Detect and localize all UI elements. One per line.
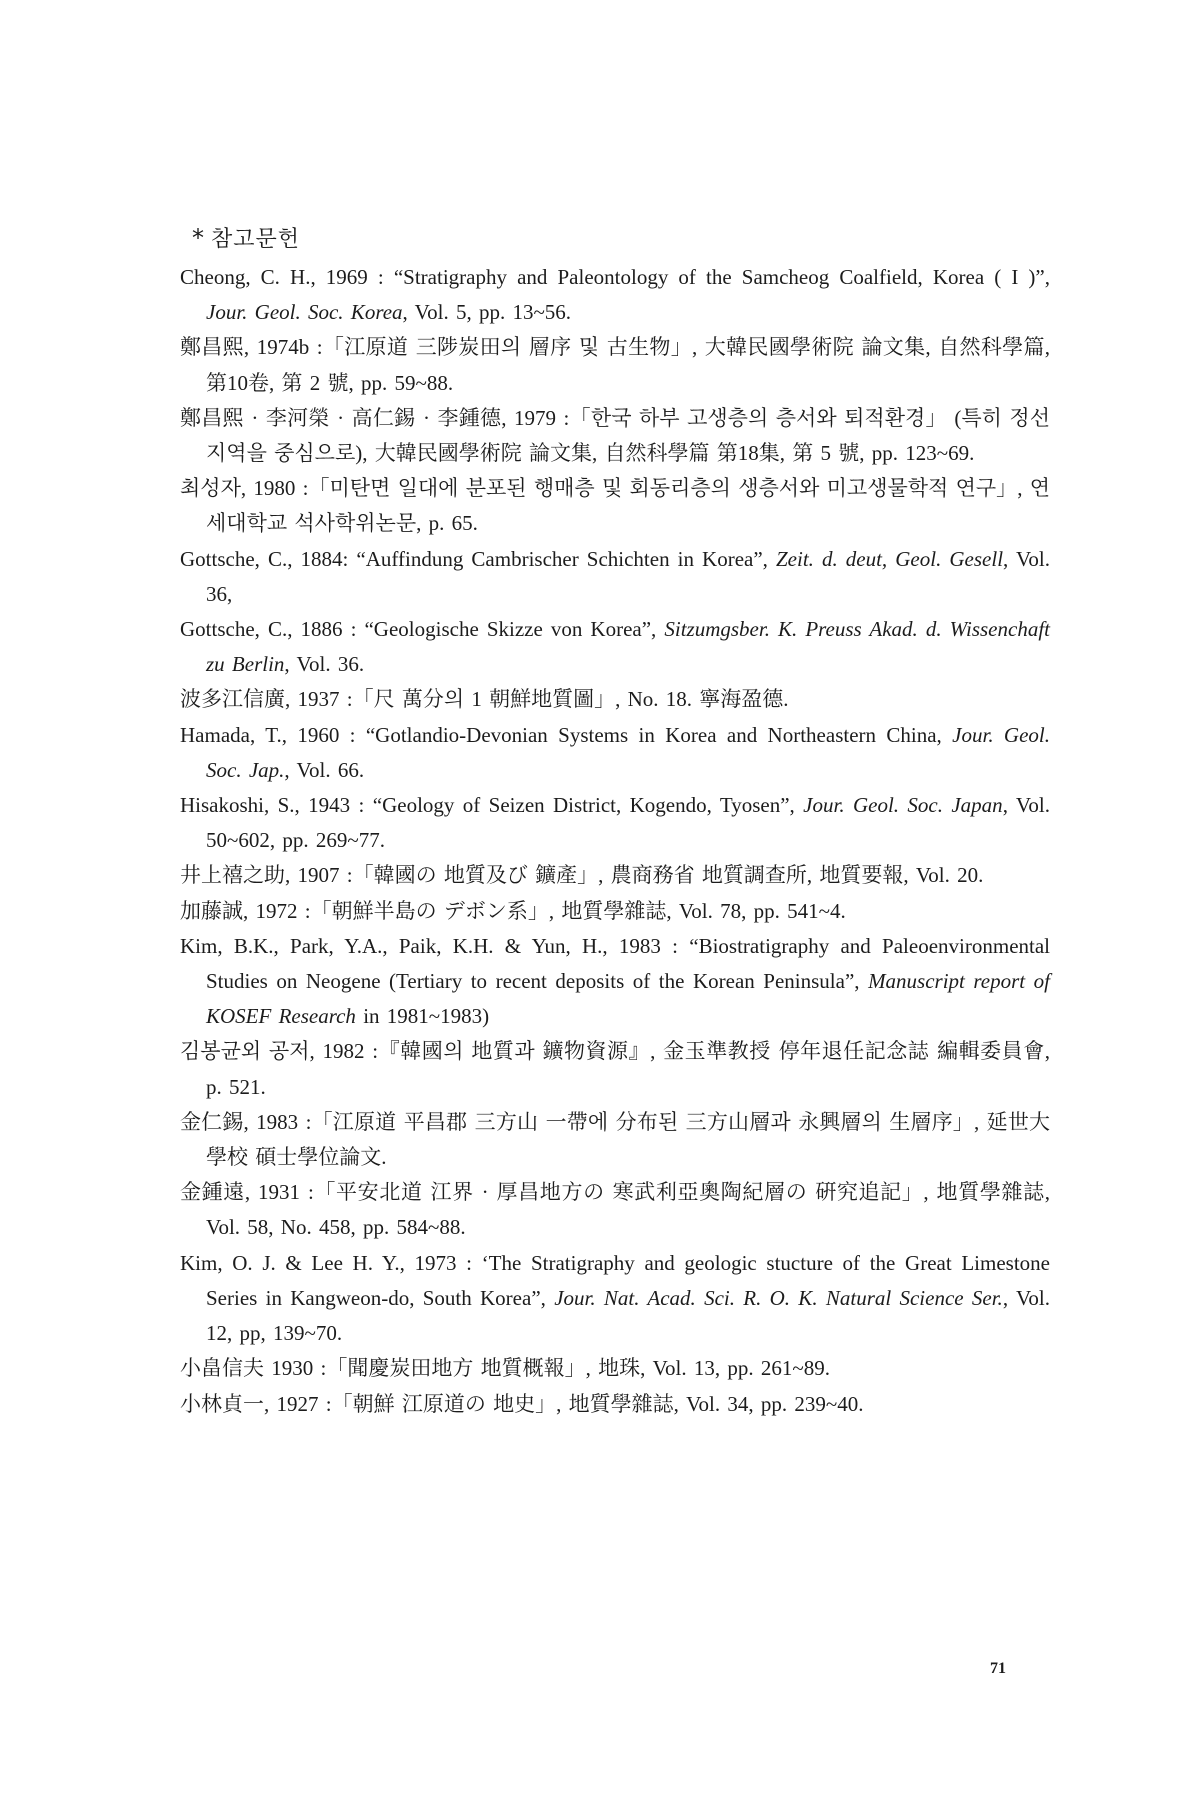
reference-text: 鄭昌熙, 1974b :「江原道 三陟炭田의 層序 및 古生物」, 大韓民國學術院 論文集, 自然科學篇, 第10卷, 第 2 號, pp. 59~88. bbox=[180, 335, 1050, 395]
references-section bbox=[180, 222, 1050, 1422]
reference-entry bbox=[180, 682, 1050, 717]
section-title: 참고문헌 bbox=[211, 227, 301, 252]
reference-text: Hisakoshi, S., 1943 : “Geology of Seizen District, Kogendo, Tyosen”, bbox=[180, 793, 804, 818]
reference-text: 小畠信夫 1930 :「聞慶炭田地方 地質概報」, 地珠, Vol. 13, pp. 261~89. bbox=[180, 1356, 830, 1381]
reference-entry bbox=[180, 1387, 1050, 1422]
reference-text: , Vol. 36. bbox=[284, 652, 365, 677]
reference-list bbox=[180, 260, 1050, 1422]
reference-text: , Vol. 5, pp. 13~56. bbox=[402, 300, 572, 325]
reference-entry bbox=[180, 542, 1050, 612]
reference-text: Cheong, C. H., 1969 : “Stratigraphy and Paleontology of the Samcheog Coalfield, Korea ( I )”, bbox=[180, 265, 1050, 289]
reference-entry bbox=[180, 718, 1050, 788]
reference-journal-title: Manuscript report of KOSEF Research bbox=[206, 969, 1050, 1029]
reference-text: 井上禧之助, 1907 :「韓國の 地質及び 鑛產」, 農商務省 地質調查所, 地質要報, Vol. 20. bbox=[180, 863, 984, 888]
reference-entry bbox=[180, 858, 1050, 893]
reference-text: 김봉균외 공저, 1982 :『韓國의 地質과 鑛物資源』, 金玉準教授 停年退任記念誌 編輯委員會, p. 521. bbox=[180, 1039, 1050, 1099]
reference-entry bbox=[180, 894, 1050, 929]
reference-text: in 1981~1983) bbox=[355, 1004, 490, 1029]
section-heading bbox=[192, 222, 1050, 256]
reference-text: , Vol. 12, pp, 139~70. bbox=[206, 1285, 1051, 1346]
reference-text: 波多江信廣, 1937 :「尺 萬分의 1 朝鮮地質圖」, No. 18. 寧海盈德. bbox=[180, 687, 789, 712]
reference-text: , Vol. 66. bbox=[284, 757, 365, 782]
reference-journal-title: Sitzumgsber. K. Preuss Akad. d. Wissenchaft zu Berlin bbox=[206, 617, 1050, 677]
page-number: 71 bbox=[990, 1660, 1006, 1677]
reference-text: Hamada, T., 1960 : “Gotlandio-Devonian Systems in Korea and Northeastern China, bbox=[180, 722, 953, 747]
reference-journal-title: Jour. Nat. Acad. Sci. R. O. K. Natural Science Ser. bbox=[554, 1285, 1003, 1310]
reference-text: 加藤誠, 1972 :「朝鮮半島の デボン系」, 地質學雜誌, Vol. 78, pp. 541~4. bbox=[180, 898, 846, 923]
reference-text: 金鍾遠, 1931 :「平安北道 江界 · 厚昌地方の 寒武利亞奧陶紀層の 硏究追記」, 地質學雜誌, Vol. 58, No. 458, pp. 584~88. bbox=[180, 1180, 1050, 1240]
reference-journal-title: Zeit. d. deut, Geol. Gesell bbox=[775, 546, 1004, 571]
reference-text: 金仁錫, 1983 :「江原道 平昌郡 三方山 一帶에 分布된 三方山層과 永興層의 生層序」, 延世大學校 碩士學位論文. bbox=[180, 1109, 1050, 1170]
reference-entry bbox=[180, 330, 1050, 400]
reference-entry bbox=[180, 612, 1050, 682]
reference-entry bbox=[180, 1175, 1050, 1245]
asterisk-symbol: * bbox=[192, 224, 205, 252]
reference-entry bbox=[180, 1034, 1050, 1104]
reference-journal-title: Jour. Geol. Soc. Korea bbox=[206, 300, 403, 325]
reference-entry bbox=[180, 260, 1050, 330]
reference-text: 최성자, 1980 :「미탄면 일대에 분포된 행매층 및 회동리층의 생층서와 미고생물학적 연구」, 연세대학교 석사학위논문, p. 65. bbox=[180, 476, 1050, 536]
reference-entry bbox=[180, 471, 1050, 541]
reference-journal-title: Jour. Geol. Soc. Japan bbox=[803, 793, 1003, 818]
reference-entry bbox=[180, 1105, 1050, 1175]
reference-journal-title: Jour. Geol. Soc. Jap. bbox=[206, 722, 1050, 782]
reference-entry bbox=[180, 929, 1050, 1035]
reference-text: , Vol. 36, bbox=[206, 546, 1051, 606]
reference-text: Gottsche, C., 1884: “Auffindung Cambrischer Schichten in Korea”, bbox=[180, 546, 776, 571]
reference-text: 小林貞一, 1927 :「朝鮮 江原道の 地史」, 地質學雜誌, Vol. 34, pp. 239~40. bbox=[180, 1391, 864, 1416]
reference-text: Kim, O. J. & Lee H. Y., 1973 : ‘The Stratigraphy and geologic stucture of the Great Limestone Series in Kangweon-do, South Korea”, bbox=[180, 1250, 1050, 1310]
reference-text: Gottsche, C., 1886 : “Geologische Skizze von Korea”, bbox=[180, 617, 665, 642]
reference-text: , Vol. 50~602, pp. 269~77. bbox=[206, 793, 1050, 853]
reference-entry bbox=[180, 401, 1050, 471]
reference-text: Kim, B.K., Park, Y.A., Paik, K.H. & Yun, H., 1983 : “Biostratigraphy and Paleoenvironmental Studies on Neogene (Tertiary to recent deposits of the Korean Peninsula”, bbox=[180, 933, 1050, 994]
reference-entry bbox=[180, 1246, 1050, 1352]
reference-entry bbox=[180, 1351, 1050, 1386]
reference-text: 鄭昌熙 · 李河榮 · 高仁錫 · 李鍾德, 1979 :「한국 하부 고생층의 층서와 퇴적환경」 (특히 정선지역을 중심으로), 大韓民國學術院 論文集, 自然科學篇 第18集, 第 5 號, pp. 123~69. bbox=[180, 405, 1050, 466]
reference-entry bbox=[180, 788, 1050, 858]
